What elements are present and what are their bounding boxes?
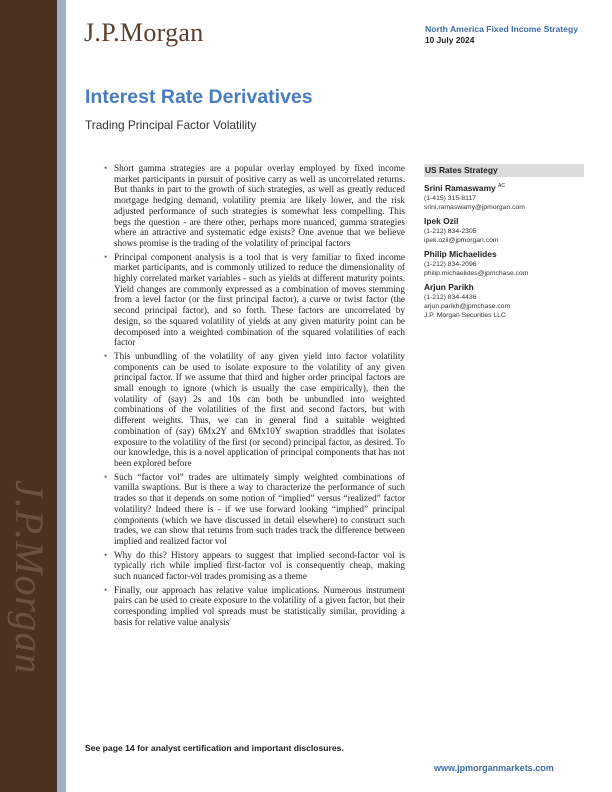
bullet-text: Short gamma strategies are a popular overlay employed by fixed income market participants in pursuit of positive carry as well as uncorrelated returns. But thanks in part to the growth of such strategies, as well as greatly reduced mortgage hedging demand, volatility premia are likely lower, and the risk adjusted performance of such strategies is somewhat less compelling. This begs the question - are there other, perhaps more nuanced, gamma strategies where an attractive and systematic edge exists? One avenue that we believe shows promise is the trading of the volatility of principal factors — [114, 163, 405, 248]
bullet-icon: • — [104, 471, 108, 482]
analyst-panel-heading: US Rates Strategy — [424, 164, 584, 177]
analyst-entry — [424, 216, 584, 245]
summary-bullet — [104, 471, 405, 547]
bullet-icon: • — [104, 350, 108, 361]
summary-bullet — [104, 549, 405, 582]
analyst-phone: (1-212) 834-2305 — [424, 227, 477, 235]
summary-bullet-list — [104, 163, 405, 631]
sidebar-stripe — [57, 0, 66, 792]
analyst-name — [424, 181, 584, 194]
bullet-icon: • — [104, 549, 108, 560]
report-date: 10 July 2024 — [425, 35, 475, 45]
brand-sidebar — [0, 0, 57, 792]
bullet-text: This unbundling of the volatility of any given yield into factor volatility components can be used to isolate exposure to the volatility of any given principal factor. If we assume that third and higher order principal factors are small enough to ignore (which is usually the case empirically), then the volatility of (say) 2s and 10s can both be unbundled into weighted combinations of the volatilities of the first and second factors, but with different weights. Thus, we can in general find a suitable weighted combination of (say) 6Mx2Y and 6Mx10Y swaption straddles that isolates exposure to the volatility of the first (or second) principal factor, as desired. To our knowledge, this is a novel application of principal components that has not been explored before — [114, 350, 405, 468]
bullet-text: Finally, our approach has relative value implications. Numerous instrument pairs can be used to create exposure to the volatility of a given factor, but their corresponding implied vol spreads must be statistically similar, providing a basis for relative value analysis — [114, 584, 405, 627]
bullet-text: Why do this? History appears to suggest that implied second-factor vol is typically rich while implied first-factor vol is consequently cheap, making such nuanced factor-vol trades promising as a theme — [114, 549, 405, 582]
analyst-entry — [424, 282, 584, 320]
analyst-affiliation: J.P. Morgan Securities LLC — [424, 311, 506, 319]
summary-bullet — [104, 163, 405, 249]
summary-bullet — [104, 584, 405, 628]
report-header — [425, 24, 595, 45]
analyst-name: Arjun Parikh — [424, 281, 474, 292]
analyst-panel — [424, 164, 584, 320]
analyst-email-link[interactable]: philip.michaelides@jpmchase.com — [424, 269, 529, 277]
disclosure-note: See page 14 for analyst certification and important disclosures. — [85, 743, 344, 753]
analyst-email-link[interactable]: arjun.parikh@jpmchase.com — [424, 302, 511, 310]
analyst-name: Philip Michaelides — [424, 248, 497, 259]
summary-bullet — [104, 251, 405, 348]
analyst-name: Ipek Ozil — [424, 215, 459, 226]
website-link[interactable]: www.jpmorganmarkets.com — [434, 763, 554, 773]
analyst-entry — [424, 181, 584, 212]
analyst-certification-mark: AC — [498, 183, 505, 189]
analyst-phone: (1-212) 834-2096 — [424, 260, 477, 268]
analyst-email-link[interactable]: ipek.ozil@jpmorgan.com — [424, 236, 499, 244]
analyst-entry — [424, 249, 584, 278]
analyst-email-link[interactable]: srini.ramaswamy@jpmorgan.com — [424, 203, 525, 211]
bullet-icon: • — [104, 251, 108, 262]
page-subtitle: Trading Principal Factor Volatility — [85, 118, 257, 132]
jpmorgan-logo: J.P.Morgan — [84, 18, 204, 47]
jpmorgan-watermark-logo: J.P.Morgan — [7, 480, 52, 675]
bullet-icon: • — [104, 584, 108, 595]
bullet-text: Principal component analysis is a tool that is very familiar to fixed income market participants, and is commonly utilized to reduce the dimensionality of highly correlated market variables - such as yields at different maturity points. Yield changes are commonly expressed as a combination of moves stemming from a level factor (or the first principal factor), a curve or twist factor (the second principal factor), and so forth. These factors are uncorrelated by design, so the squared volatility of yields at any given maturity point can be decomposed into a weighted combination of the squared volatilities of each factor — [114, 251, 405, 348]
summary-bullet — [104, 350, 405, 469]
bullet-icon: • — [104, 163, 108, 173]
analyst-phone: (1-212) 834-4436 — [424, 293, 477, 301]
analyst-name-text: Srini Ramaswamy — [424, 182, 496, 193]
report-category: North America Fixed Income Strategy — [425, 24, 578, 34]
bullet-text: Such “factor vol” trades are ultimately simply weighted combinations of vanilla swaptions. But is there a way to characterize the performance of such trades so that it depends on some notion of “implied” versus “realized” factor volatility? Indeed there is - if we use forward looking “implied” principal components (which we have discussed in detail elsewhere) to construct such trades, we can show that returns from such trades track the difference between implied and realized factor vol — [114, 471, 405, 546]
analyst-phone: (1-415) 315-8117 — [424, 194, 477, 202]
page-title: Interest Rate Derivatives — [85, 86, 313, 108]
